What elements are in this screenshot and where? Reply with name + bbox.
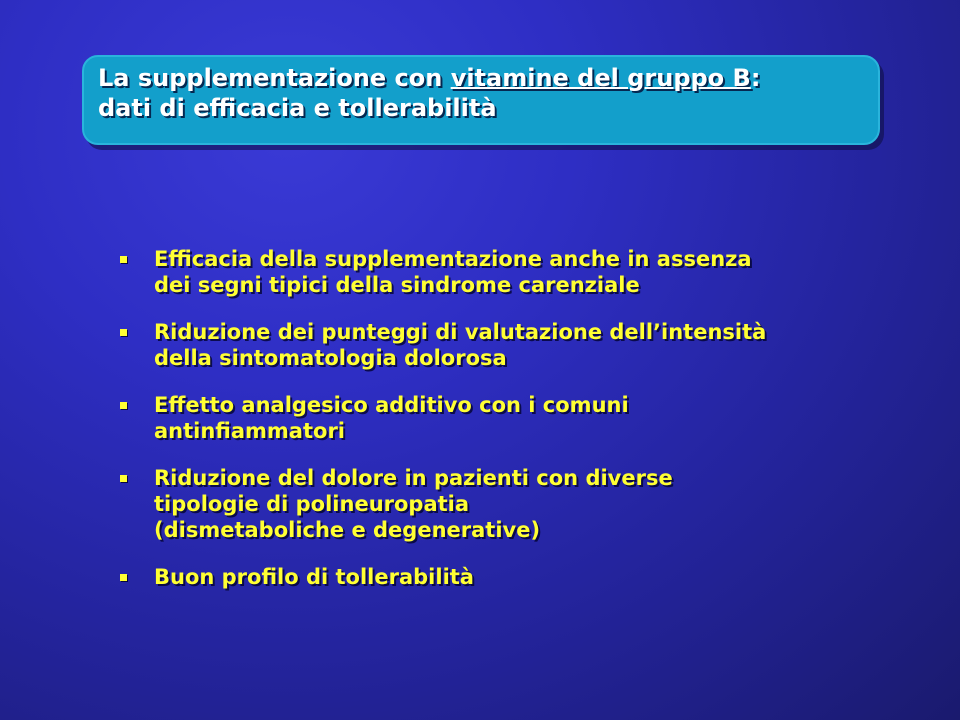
bullet-text-line: Riduzione dei punteggi di valutazione dell’intensità	[154, 320, 767, 344]
title-underlined-text: vitamine del gruppo B	[450, 64, 751, 92]
square-bullet-icon	[120, 256, 127, 263]
title-line-1-prefix: La supplementazione con	[98, 64, 451, 92]
bullet-text-line: antinfiammatori	[154, 419, 345, 443]
square-bullet-icon	[120, 329, 127, 336]
bullet-item	[114, 465, 874, 543]
bullet-item	[114, 392, 874, 444]
square-bullet-icon	[120, 475, 127, 482]
bullet-text-line: Efficacia della supplementazione anche in assenza	[154, 247, 752, 271]
bullet-text-line: Buon profilo di tollerabilità	[154, 565, 474, 589]
bullet-item	[114, 564, 874, 590]
bullet-item	[114, 246, 874, 298]
bullet-text-line: dei segni tipici della sindrome carenziale	[154, 273, 640, 297]
square-bullet-icon	[120, 574, 127, 581]
bullet-text-line: della sintomatologia dolorosa	[154, 346, 507, 370]
bullet-text-line: Effetto analgesico additivo con i comuni	[154, 393, 629, 417]
title-line-1-suffix: :	[750, 64, 761, 92]
bullet-text-line: (dismetaboliche e degenerative)	[154, 518, 541, 542]
title-line-2: dati di efficacia e tollerabilità	[98, 94, 497, 122]
title-line-1	[98, 63, 878, 93]
square-bullet-icon	[120, 402, 127, 409]
bullet-text-line: Riduzione del dolore in pazienti con diverse	[154, 466, 673, 490]
title-box	[82, 55, 880, 145]
bullet-item	[114, 319, 874, 371]
bullet-list	[114, 246, 874, 611]
bullet-text-line: tipologie di polineuropatia	[154, 492, 470, 516]
